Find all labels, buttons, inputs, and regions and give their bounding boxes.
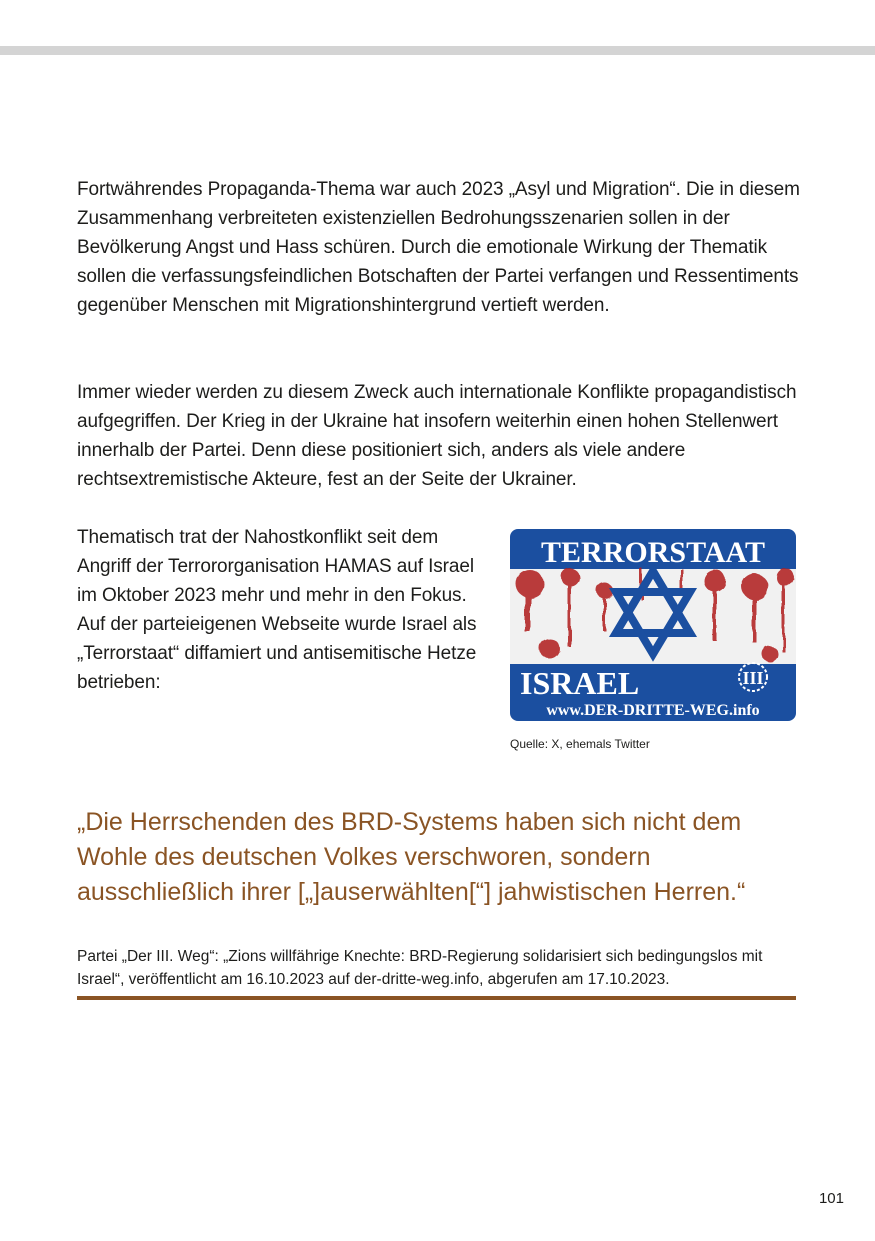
paragraph-asyl-migration: Fortwährendes Propaganda-Thema war auch 2023 „Asyl und Migration“. Die in diesem Zusammenhang verbreiteten existenziellen Bedrohungsszenarien sollen in der Bevölkerung Angst und Hass schüren. Durch die emotionale Wirkung der Thematik sollen die verfassungsfeindlichen Botschaften der Partei verfangen und Ressentiments gegenüber Menschen mit Migrationshintergrund vertieft werden.	[77, 179, 800, 316]
quote-source: Partei „Der III. Weg“: „Zions willfährige Knechte: BRD-Regierung solidarisiert sich bedingungslos mit Israel“, veröffentlicht am 16.10.2023 auf der-dritte-weg.info, abgerufen am 17.10.2023.	[77, 948, 763, 988]
pull-quote: „Die Herrschenden des BRD-Systems haben sich nicht dem Wohle des deutschen Volkes verschworen, sondern ausschließlich ihrer [„]auserwählten[“] jahwistischen Herren.“	[77, 808, 746, 906]
header-rule	[0, 46, 875, 55]
banner-top-text: TERRORSTAAT	[541, 536, 765, 569]
quote-rule	[77, 996, 796, 1000]
paragraph-ukraine: Immer wieder werden zu diesem Zweck auch internationale Konflikte propagandistisch aufgegriffen. Der Krieg in der Ukraine hat insofern weiterhin einen hohen Stellenwert innerhalb der Partei. Denn diese positioniert sich, anders als viele andere rechtsextremistische Akteure, fest an der Seite der Ukrainer.	[77, 382, 797, 490]
paragraph-nahost: Thematisch trat der Nahostkonflikt seit dem Angriff der Terrororganisation HAMAS auf Israel im Oktober 2023 mehr und mehr in den Fokus. Auf der parteieigenen Webseite wurde Israel als „Terrorstaat“ diffamiert und antisemitische Hetze betrieben:	[77, 527, 477, 693]
banner-url-text: www.DER-DRITTE-WEG.info	[546, 702, 760, 719]
terrorstaat-banner-image	[510, 529, 796, 721]
emblem-text: III	[742, 668, 764, 688]
image-caption: Quelle: X, ehemals Twitter	[510, 737, 650, 751]
page-number: 101	[818, 1190, 844, 1207]
party-emblem-icon	[739, 663, 767, 691]
banner-israel-text: ISRAEL	[520, 665, 640, 701]
